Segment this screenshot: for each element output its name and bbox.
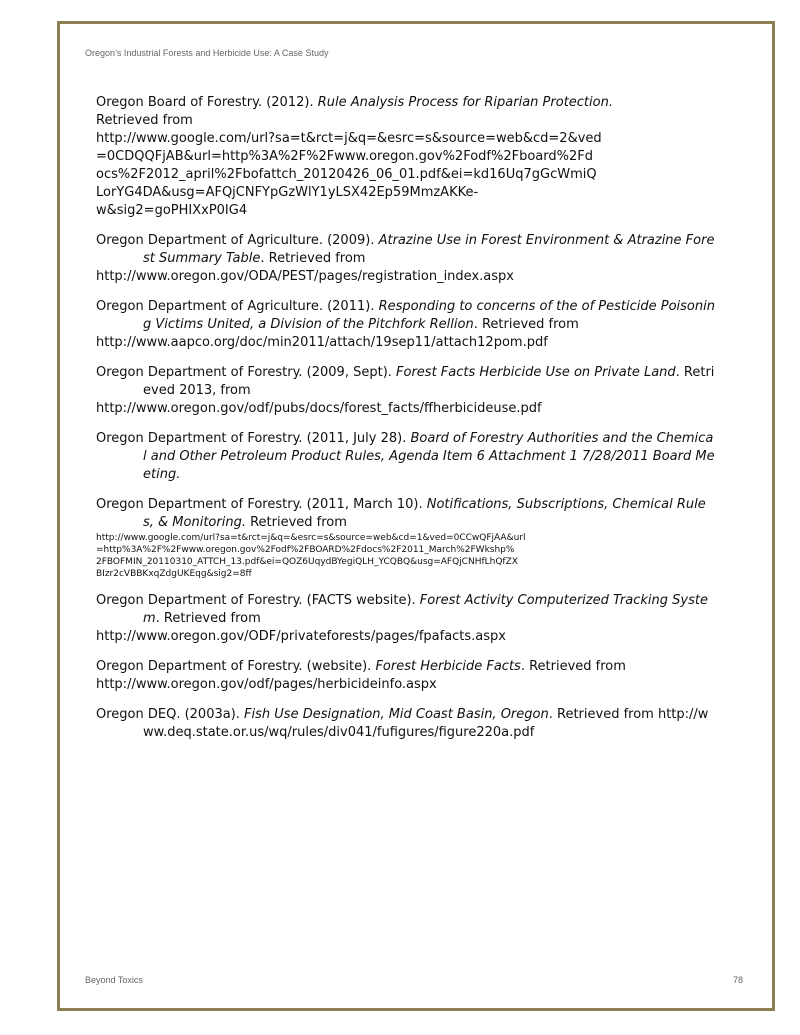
reference-title: Board of Forestry Authorities and the Chemical and Other Petroleum Product Rules, Agenda Item 6 Attachment 1 7/28/2011 Board Meeting. [143, 431, 715, 482]
page-number: 78 [733, 975, 744, 985]
reference-author: Oregon Department of Forestry. (website). [96, 659, 376, 674]
reference-url-line[interactable]: =0CDQQFjAB&url=http%3A%2F%2Fwww.oregon.gov%2Fodf%2Fboard%2Fd [96, 149, 593, 164]
reference-url-line[interactable]: 2FBOFMIN_20110310_ATTCH_13.pdf&ei=QOZ6UqydBYegiQLH_YCQBQ&usg=AFQjCNHfLhQfZX [96, 557, 518, 567]
reference-url-line[interactable]: http://www.google.com/url?sa=t&rct=j&q=&esrc=s&source=web&cd=1&ved=0CCwQFjAA&url [96, 533, 526, 543]
reference-url[interactable]: http://www.oregon.gov/ODF/privateforests/pages/fpafacts.aspx [96, 629, 506, 644]
reference-title: Atrazine Use in Forest Environment & Atrazine Forest Summary Table [143, 233, 715, 266]
reference-author: Oregon Department of Forestry. (2009, Sept). [96, 365, 397, 380]
reference-url[interactable]: http://www.oregon.gov/odf/pubs/docs/forest_facts/ffherbicideuse.pdf [96, 401, 542, 416]
reference-entry [96, 430, 716, 484]
reference-url-line[interactable]: =http%3A%2F%2Fwww.oregon.gov%2Fodf%2FBOARD%2Fdocs%2F2011_March%2FWkshp% [96, 545, 515, 555]
reference-url[interactable]: http://www.aapco.org/doc/min2011/attach/19sep11/attach12pom.pdf [96, 335, 548, 350]
reference-title: Responding to concerns of the of Pesticide Poisoning Victims United, a Division of the Pitchfork Rellion [143, 299, 715, 332]
reference-retrieved: . Retrieved 2013, from [143, 365, 715, 398]
reference-entry [96, 592, 716, 646]
reference-title: Forest Herbicide Facts [375, 659, 521, 674]
reference-retrieved: . Retrieved from [548, 707, 654, 722]
reference-entry [96, 496, 716, 580]
reference-title: Notifications, Subscriptions, Chemical Rules, & Monitoring. [143, 497, 706, 530]
reference-url-line[interactable]: ocs%2F2012_april%2Fbofattch_20120426_06_01.pdf&ei=kd16Uq7gGcWmiQ [96, 167, 597, 182]
reference-entry [96, 364, 716, 418]
reference-url-line[interactable]: BIzr2cVBBKxqZdgUKEqg&sig2=8ff [96, 569, 252, 579]
reference-url[interactable]: http://www.deq.state.or.us/wq/rules/div041/fufigures/figure220a.pdf [143, 707, 709, 740]
reference-author: Oregon Department of Forestry. (2011, July 28). [96, 431, 411, 446]
running-header: Oregon’s Industrial Forests and Herbicide Use: A Case Study [85, 48, 329, 58]
reference-author: Oregon Department of Agriculture. (2009). [96, 233, 379, 248]
reference-url[interactable]: http://www.oregon.gov/odf/pages/herbicideinfo.aspx [96, 677, 437, 692]
reference-entry [96, 232, 716, 286]
reference-url[interactable]: http://www.oregon.gov/ODA/PEST/pages/registration_index.aspx [96, 269, 514, 284]
reference-title: Rule Analysis Process for Riparian Protection. [317, 95, 613, 110]
reference-entry [96, 298, 716, 352]
reference-url-line[interactable]: LorYG4DA&usg=AFQjCNFYpGzWlY1yLSX42Ep59MmzAKKe- [96, 185, 479, 200]
reference-entry [96, 658, 716, 694]
reference-retrieved: . Retrieved from [473, 317, 579, 332]
reference-author: Oregon Board of Forestry. (2012). [96, 95, 318, 110]
reference-author: Oregon Department of Forestry. (FACTS website). [96, 593, 420, 608]
reference-retrieved: . Retrieved from [260, 251, 366, 266]
reference-url-line[interactable]: w&sig2=goPHIXxP0IG4 [96, 203, 248, 218]
reference-retrieved: . Retrieved from [520, 659, 626, 674]
reference-title: Fish Use Designation, Mid Coast Basin, Oregon [244, 707, 549, 722]
reference-entry [96, 706, 716, 742]
reference-title: Forest Activity Computerized Tracking System [143, 593, 708, 626]
reference-list [96, 94, 716, 754]
reference-author: Oregon DEQ. (2003a). [96, 707, 245, 722]
reference-retrieved: . Retrieved from [155, 611, 261, 626]
reference-entry [96, 94, 716, 220]
reference-author: Oregon Department of Agriculture. (2011). [96, 299, 379, 314]
reference-title: Forest Facts Herbicide Use on Private Land [396, 365, 676, 380]
footer-organization: Beyond Toxics [85, 975, 143, 985]
reference-url-line[interactable]: http://www.google.com/url?sa=t&rct=j&q=&esrc=s&source=web&cd=2&ved [96, 131, 602, 146]
reference-author: Oregon Department of Forestry. (2011, March 10). [96, 497, 427, 512]
reference-retrieved: Retrieved from [96, 113, 193, 128]
reference-retrieved: Retrieved from [245, 515, 347, 530]
